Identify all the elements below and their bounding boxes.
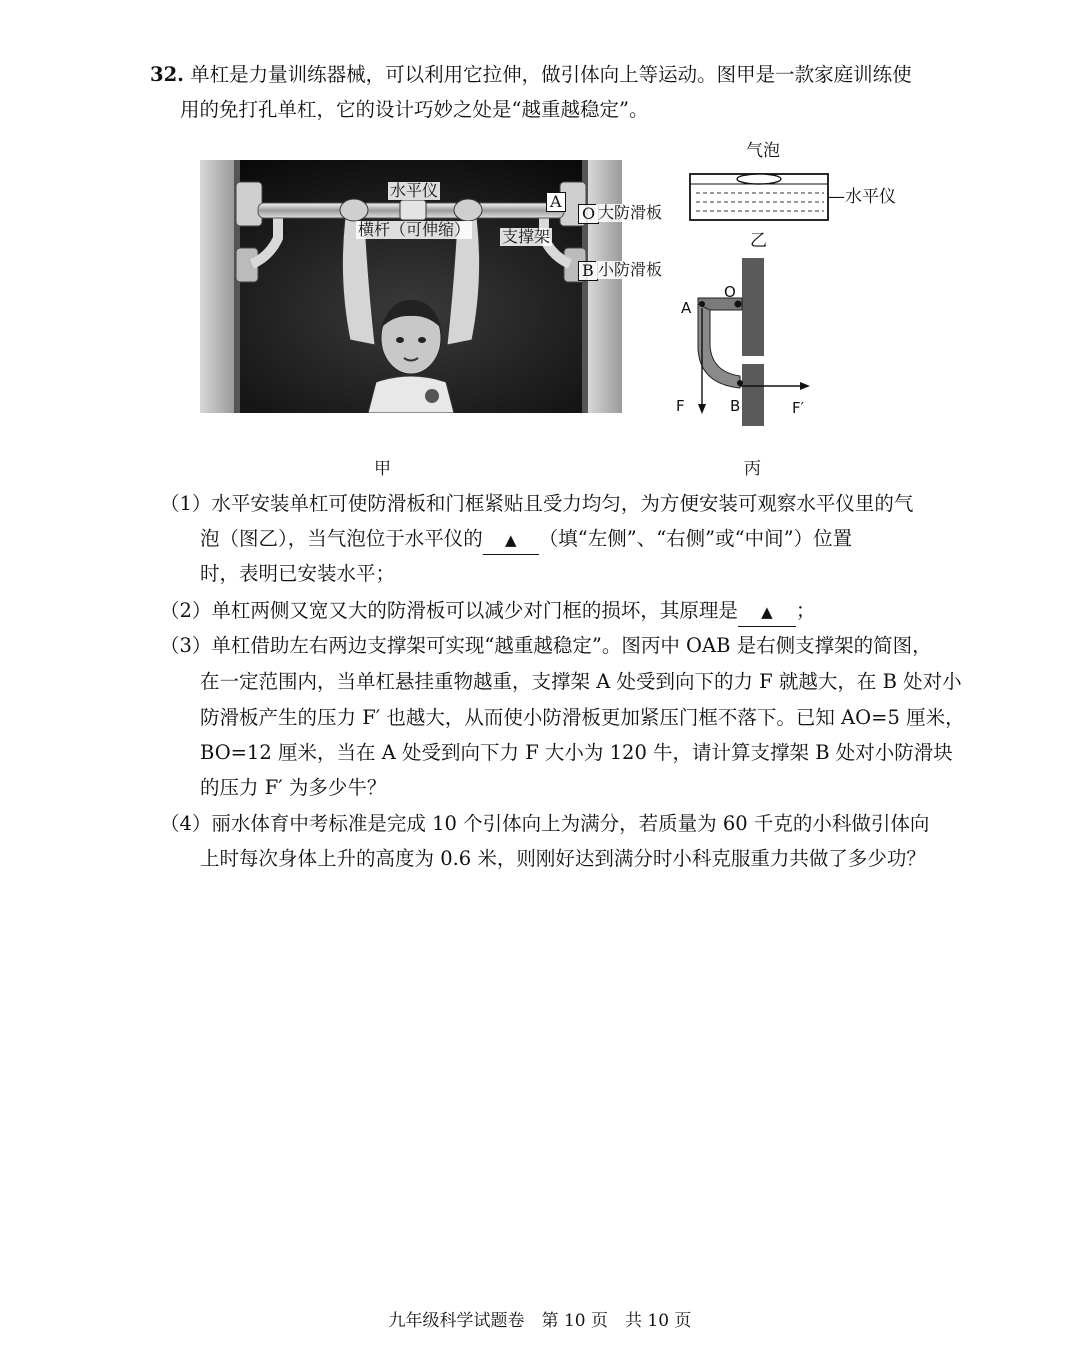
caption-yi: 乙 — [750, 231, 767, 251]
part1-line2: 泡（图乙），当气泡位于水平仪的 ▲ （填“左侧”、“右侧”或“中间”）位置 — [200, 525, 852, 555]
label-point-a: A — [546, 192, 566, 212]
diagram-point-b: B — [730, 397, 741, 415]
part1-answer-blank[interactable]: ▲ — [483, 526, 539, 555]
part3-line3: 防滑板产生的压力 F′ 也越大，从而使小防滑板更加紧压门框不落下。已知 AO=5 厘米， — [200, 706, 965, 729]
label-point-b: B — [578, 261, 598, 281]
part3-line5: 的压力 F′ 为多少牛？ — [200, 776, 387, 799]
label-big-pad: 大防滑板 — [598, 203, 663, 222]
part2-line: （2）单杠两侧又宽又大的防滑板可以减少对门框的损坏，其原理是 ▲ ； — [160, 597, 815, 627]
part1-line3: 时，表明已安装水平； — [200, 562, 396, 585]
caption-jia: 甲 — [374, 459, 391, 479]
diagram-point-o: O — [724, 283, 736, 301]
part3-line4: BO=12 厘米，当在 A 处受到向下力 F 大小为 120 牛，请计算支撑架 B 处对小防滑块 — [200, 741, 953, 764]
diagram-force-f-prime: F′ — [792, 399, 805, 417]
label-bracket: 支撑架 — [502, 227, 551, 246]
label-small-pad: 小防滑板 — [598, 260, 663, 279]
part4-line1: （4）丽水体育中考标准是完成 10 个引体向上为满分，若质量为 60 千克的小科做引体向 — [160, 812, 930, 835]
figure-jia-photo — [200, 160, 622, 413]
caption-bing: 丙 — [744, 459, 761, 479]
part3-line2: 在一定范围内，当单杠悬挂重物越重，支撑架 A 处受到向下的力 F 就越大，在 B 处对小 — [200, 670, 962, 693]
page-footer: 九年级科学试题卷 第 10 页 共 10 页 — [388, 1311, 692, 1331]
part3-line1: （3）单杠借助左右两边支撑架可实现“越重越稳定”。图丙中 OAB 是右侧支撑架的简图， — [160, 634, 932, 657]
diagram-force-f: F — [676, 397, 685, 415]
question-number: 32. — [150, 63, 184, 86]
spirit-level-diagram — [688, 160, 838, 224]
part1-line1: （1）水平安装单杠可使防滑板和门框紧贴且受力均匀，为方便安装可观察水平仪里的气 — [160, 492, 914, 515]
question-intro-line1: 32. 单杠是力量训练器械，可以利用它拉伸，做引体向上等运动。图甲是一款家庭训练使 — [150, 63, 912, 86]
label-level: 水平仪 — [390, 181, 439, 200]
diagram-point-a: A — [681, 299, 692, 317]
label-level-yi: —水平仪 — [828, 187, 896, 207]
label-bubble: 气泡 — [746, 141, 780, 161]
part4-line2: 上时每次身体上升的高度为 0.6 米，则刚好达到满分时小科克服重力共做了多少功？ — [200, 847, 926, 870]
label-point-o: O — [578, 204, 599, 224]
question-intro-line2: 用的免打孔单杠，它的设计巧妙之处是“越重越稳定”。 — [180, 98, 649, 121]
label-bar: 横杆（可伸缩） — [358, 220, 471, 239]
part2-answer-blank[interactable]: ▲ — [738, 598, 796, 627]
